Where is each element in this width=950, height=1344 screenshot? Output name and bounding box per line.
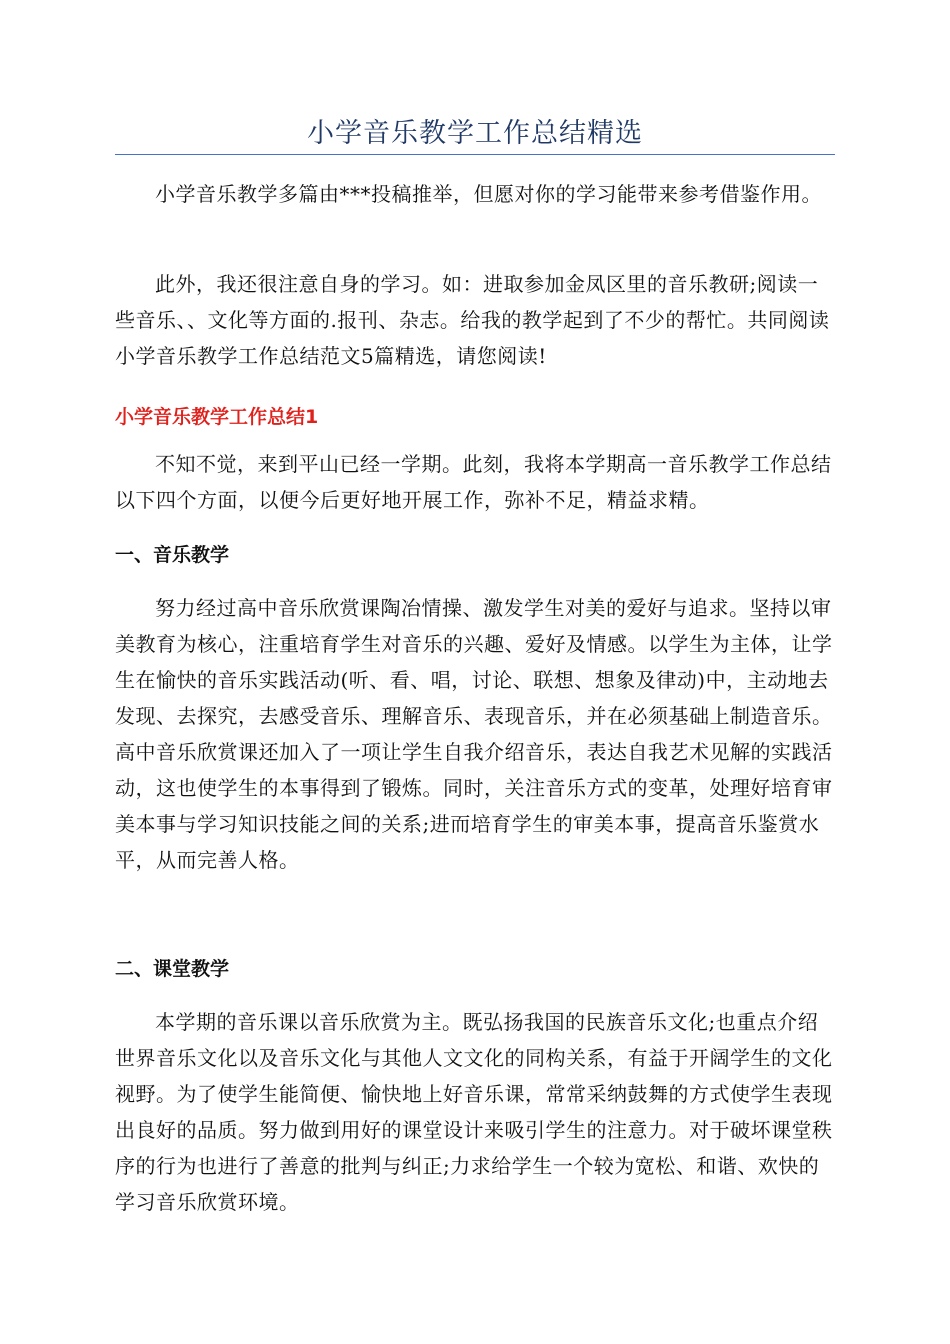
document-title: 小学音乐教学工作总结精选 xyxy=(307,118,643,149)
music-teaching-paragraph: 努力经过高中音乐欣赏课陶冶情操、激发学生对美的爱好与追求。坚持以审美教育为核心，注重培育学生对音乐的兴趣、爱好及情感。以学生为主体，让学生在愉快的音乐实践活动(听、看、唱，讨论、联想、想象及律动)中，主动地去发现、去探究，去感受音乐、理解音乐、表现音乐，并在必须基础上制造音乐。高中音乐欣赏课还加入了一项让学生自我介绍音乐，表达自我艺术见解的实践活动，这也使学生的本事得到了锻炼。同时，关注音乐方式的变革，处理好培育审美本事与学习知识技能之间的关系;进而培育学生的审美本事，提高音乐鉴赏水平，从而完善人格。 xyxy=(115,596,833,872)
intro-paragraph-2: 此外，我还很注意自身的学习。如：进取参加金凤区里的音乐教研;阅读一些音乐、、文化等方面的.报刊、杂志。给我的教学起到了不少的帮忙。共同阅读小学音乐教学工作总结范文5篇精选，请您阅读! xyxy=(115,272,830,368)
title-underline xyxy=(115,154,835,155)
subsection-heading-classroom-teaching: 二、课堂教学 xyxy=(115,958,230,980)
subsection-heading-music-teaching: 一、音乐教学 xyxy=(115,544,230,566)
intro-paragraph-1: 小学音乐教学多篇由***投稿推举，但愿对你的学习能带来参考借鉴作用。 xyxy=(155,182,822,206)
section1-intro-paragraph: 不知不觉，来到平山已经一学期。此刻，我将本学期高一音乐教学工作总结以下四个方面，以便今后更好地开展工作，弥补不足，精益求精。 xyxy=(115,452,832,512)
classroom-teaching-paragraph: 本学期的音乐课以音乐欣赏为主。既弘扬我国的民族音乐文化;也重点介绍世界音乐文化以及音乐文化与其他人文文化的同构关系，有益于开阔学生的文化视野。为了使学生能简便、愉快地上好音乐课，常常采纳鼓舞的方式使学生表现出良好的品质。努力做到用好的课堂设计来吸引学生的注意力。对于破坏课堂秩序的行为也进行了善意的批判与纠正;力求给学生一个较为宽松、和谐、欢快的学习音乐欣赏环境。 xyxy=(115,1010,833,1214)
section-heading-1: 小学音乐教学工作总结1 xyxy=(115,406,319,428)
